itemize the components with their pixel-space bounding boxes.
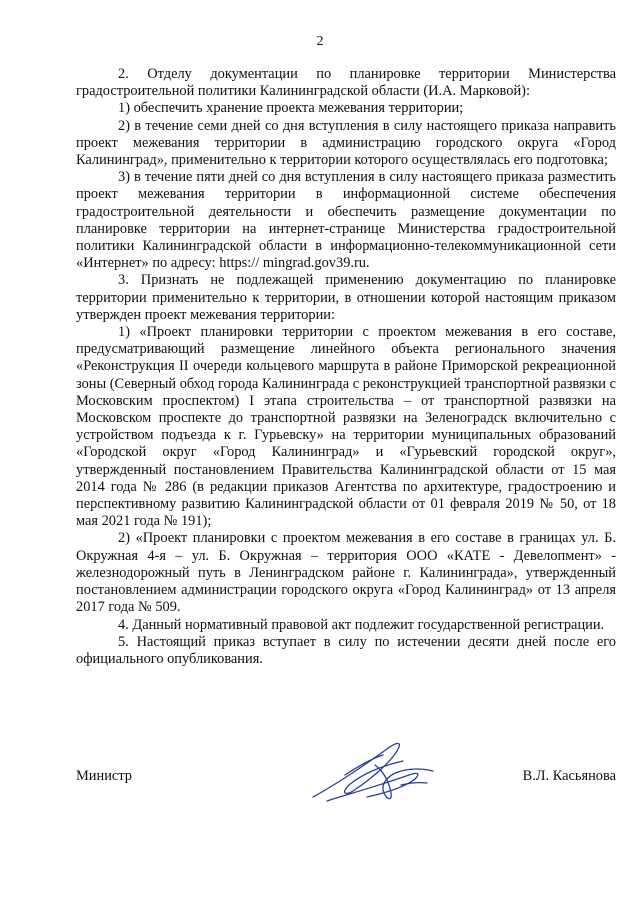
signatory-name: В.Л. Касьянова xyxy=(522,768,616,784)
paragraph-2-2: 2) в течение семи дней со дня вступления в силу настоящего приказа направить проект межевания территории в администрацию городского округа «Город Калининград», применительно к территории которого осуществлялась его подготовка; xyxy=(76,117,616,169)
paragraph-2-1: 1) обеспечить хранение проекта межевания территории; xyxy=(118,100,464,117)
paragraph-5: 5. Настоящий приказ вступает в силу по истечении десяти дней после его официального опубликования. xyxy=(76,633,616,667)
page-number: 2 xyxy=(316,34,324,49)
document-body xyxy=(76,66,616,668)
paragraph-3-2: 2) «Проект планировки с проектом межевания в его составе в границах ул. Б. Окружная 4-я – ул. Б. Окружная – территория ООО «КАТЕ - Девелопмент» - железнодорожный путь в Ленинградском районе г. Калининграда», утвержденный постановлением администрации городского округа «Город Калининград» от 13 апреля 2017 года № 509. xyxy=(76,530,616,616)
handwritten-signature xyxy=(305,735,440,810)
paragraph-4: 4. Данный нормативный правовой акт подлежит государственной регистрации. xyxy=(118,616,605,633)
paragraph-3: 3. Признать не подлежащей применению документацию по планировке территории применительно к территории, в отношении которой настоящим приказом утвержден проект межевания территории: xyxy=(76,272,616,323)
signatory-role: Министр xyxy=(76,768,132,784)
paragraph-2: 2. Отделу документации по планировке территории Министерства градостроительной политики Калининградской области (И.А. Марковой): xyxy=(76,66,616,100)
paragraph-3-1: 1) «Проект планировки территории с проектом межевания в его составе, предусматривающий размещение линейного объекта регионального значения «Реконструкция II очереди кольцевого маршрута в районе Приморской рекреационной зоны (Северный обход города Калининграда с реконструкцией транспортной развязки с Московским проспектом) I этапа строительства – от транспортной развязки на Московском проспекте до транспортной развязки на Зеленоградск включительно с устройством подъезда к г. Гурьевску» на территории муниципальных образований «Городской округ «Город Калининград» и «Гурьевский городской округ», утвержденный постановлением Правительства Калининградской области от 15 мая 2014 года № 286 (в редакции приказов Агентства по архитектуре, градостроению и перспективному развитию Калининградской области от 01 февраля 2019 № 50, от 18 мая 2021 года № 191); xyxy=(76,324,616,530)
paragraph-2-3: 3) в течение пяти дней со дня вступления в силу настоящего приказа разместить проект межевания территории в информационной системе обеспечения градостроительной деятельности и обеспечить размещение документации по планировке территории на интернет-странице Министерства градостроительной политики Калининградской области в информационно-телекоммуникационной сети «Интернет» по адресу: https:// mingrad.gov39.ru. xyxy=(76,169,616,272)
